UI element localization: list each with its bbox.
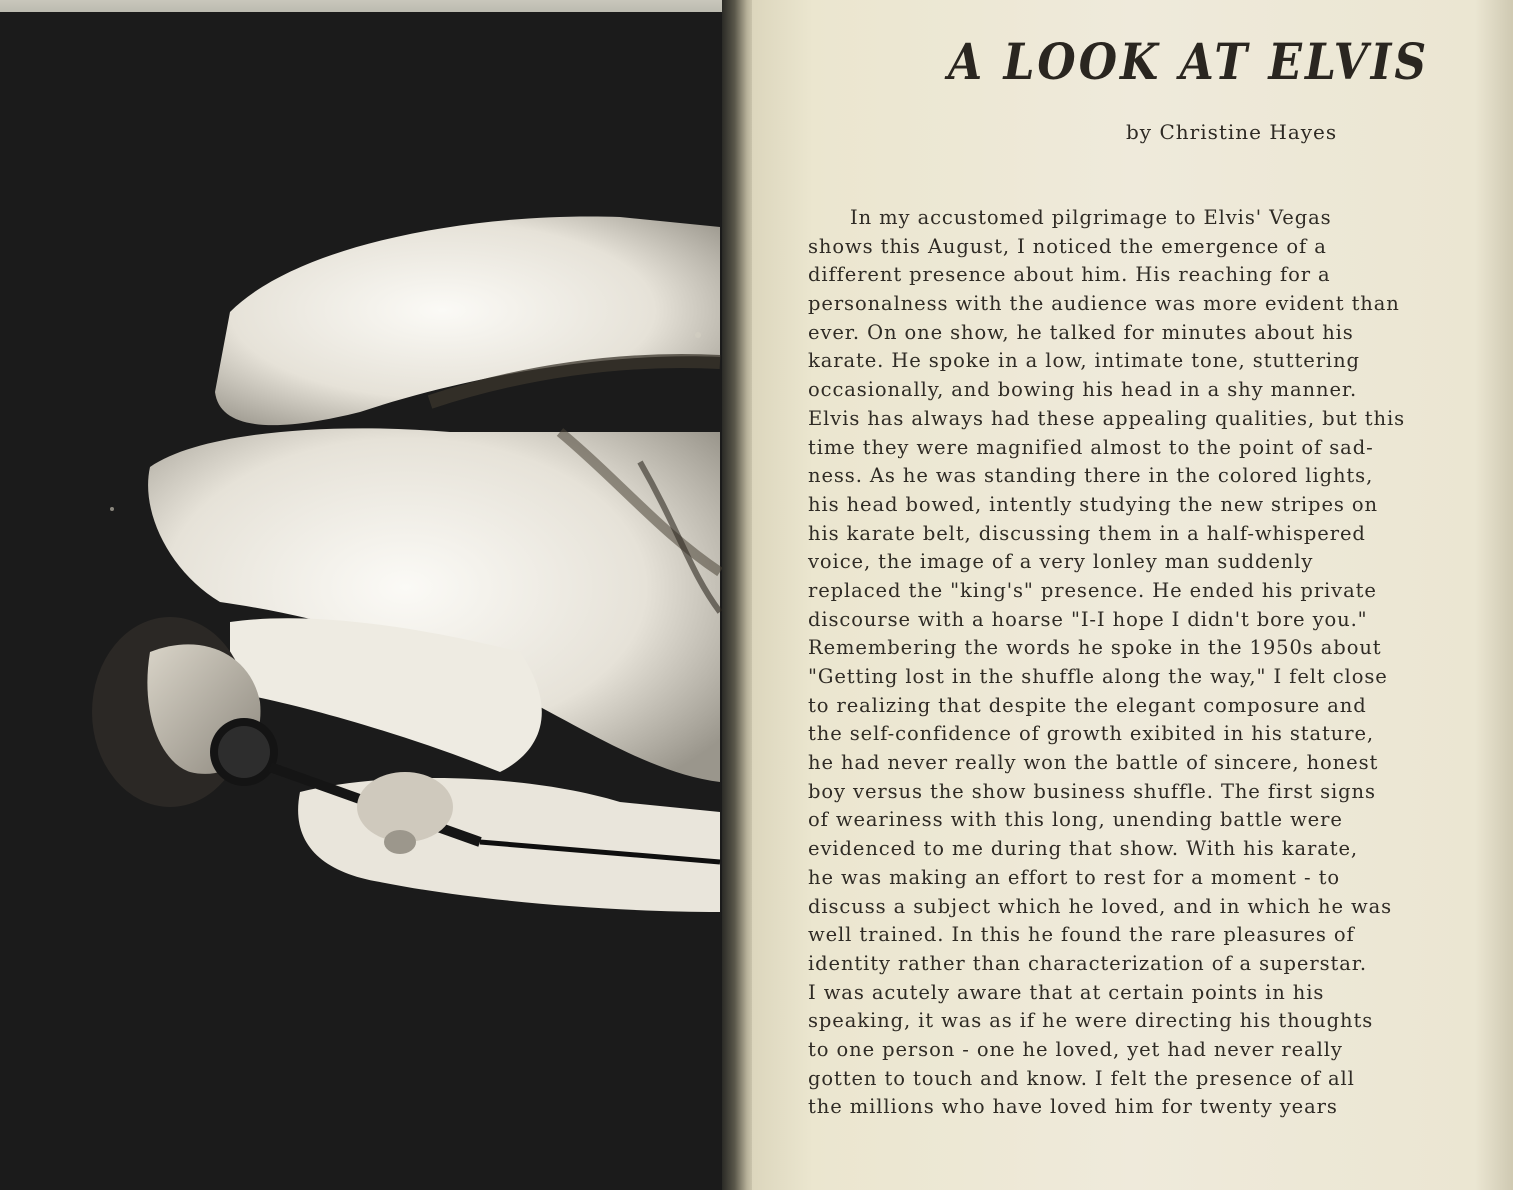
article-line: speaking, it was as if he were directing his thoughts [808, 1009, 1374, 1033]
article-line: well trained. In this he found the rare pleasures of [808, 923, 1355, 947]
article-line: different presence about him. His reaching for a [808, 263, 1331, 287]
article-line: his karate belt, discussing them in a half-whispered [808, 521, 1366, 545]
article-line: Elvis has always had these appealing qualities, but this [808, 406, 1406, 430]
article-line: karate. He spoke in a low, intimate tone, stuttering [808, 349, 1360, 373]
article-line: occasionally, and bowing his head in a shy manner. [808, 378, 1358, 402]
article-line: to one person - one he loved, yet had never really [808, 1037, 1343, 1061]
article-line: gotten to touch and know. I felt the presence of all [808, 1066, 1355, 1090]
article-line: his head bowed, intently studying the new stripes on [808, 492, 1378, 516]
article-line: identity rather than characterization of a superstar. [808, 951, 1367, 975]
article-line: "Getting lost in the shuffle along the way," I felt close [808, 665, 1388, 688]
article-line: I was acutely aware that at certain points in his [808, 980, 1325, 1004]
article-line: to realizing that despite the elegant composure and [808, 693, 1367, 717]
article-line: Remembering the words he spoke in the 1950s about [808, 636, 1382, 660]
article-line: the millions who have loved him for twenty years [808, 1095, 1338, 1119]
article-byline: by Christine Hayes [1126, 120, 1338, 144]
article-line: of weariness with this long, unending battle were [808, 808, 1343, 832]
article-line: boy versus the show business shuffle. The first signs [808, 779, 1376, 803]
article-line: voice, the image of a very lonley man suddenly [808, 550, 1314, 574]
article-line: ever. On one show, he talked for minutes about his [808, 320, 1354, 344]
article-line: personalness with the audience was more evident than [808, 292, 1400, 316]
article-line: the self-confidence of growth exibited in his stature, [808, 722, 1374, 746]
article-line: evidenced to me during that show. With his karate, [808, 837, 1358, 861]
article-line: ness. As he was standing there in the colored lights, [808, 464, 1374, 488]
article-line: replaced the "king's" presence. He ended his private [808, 578, 1377, 602]
photo-page [0, 12, 742, 1190]
elvis-photo [0, 12, 742, 1190]
article-title: A LOOK AT ELVIS [948, 34, 1430, 92]
article-line: he was making an effort to rest for a moment - to [808, 865, 1340, 889]
article-line: shows this August, I noticed the emergence of a [808, 234, 1327, 258]
article-line: discourse with a hoarse "I-I hope I didn't bore you." [808, 607, 1368, 631]
article-body [808, 204, 1508, 1122]
article-line: time they were magnified almost to the point of sad- [808, 435, 1374, 459]
article-line: discuss a subject which he loved, and in which he was [808, 894, 1393, 918]
article-line: In my accustomed pilgrimage to Elvis' Vegas [850, 206, 1332, 229]
text-page [752, 0, 1513, 1190]
article-line: he had never really won the battle of sincere, honest [808, 751, 1379, 775]
